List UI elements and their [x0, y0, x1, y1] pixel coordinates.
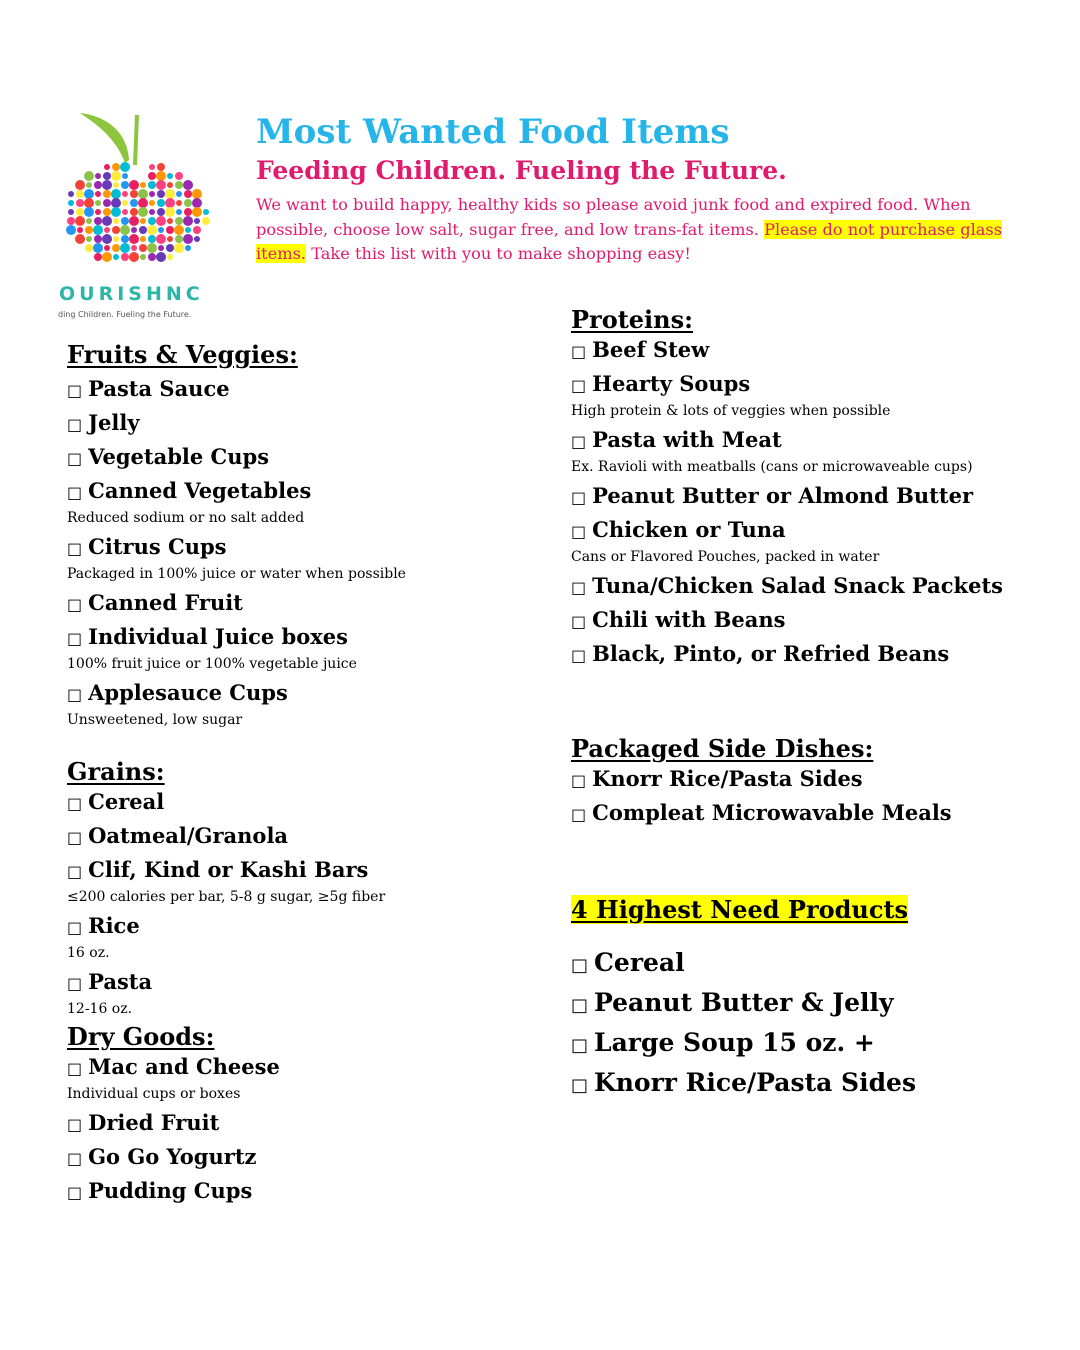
- page-subtitle: Feeding Children. Fueling the Future.: [256, 156, 787, 185]
- checklist-item[interactable]: [571, 763, 1041, 797]
- checkbox-icon[interactable]: □: [67, 539, 83, 558]
- checkbox-icon[interactable]: □: [67, 483, 83, 502]
- item-label: Cereal: [594, 948, 685, 977]
- item-note: Unsweetened, low sugar: [67, 712, 243, 728]
- item-label: Knorr Rice/Pasta Sides: [594, 1068, 917, 1097]
- page-title: Most Wanted Food Items: [256, 112, 730, 152]
- section-side-dishes: [571, 734, 1041, 831]
- intro-part1: We want to build happy, healthy kids so please avoid junk food and expired food. When possible, choose low salt, sugar free, and low trans-fat items.: [256, 195, 971, 239]
- checkbox-icon[interactable]: □: [571, 955, 589, 976]
- checklist-item[interactable]: [67, 677, 507, 711]
- item-label: Vegetable Cups: [88, 444, 270, 469]
- item-label: Large Soup 15 oz. +: [594, 1028, 875, 1057]
- section-fruits: [67, 340, 507, 731]
- checklist-item[interactable]: [67, 587, 507, 621]
- item-note: 16 oz.: [67, 945, 110, 961]
- item-label: Pasta with Meat: [592, 427, 782, 452]
- item-label: Canned Vegetables: [88, 478, 312, 503]
- item-label: Pasta: [88, 969, 153, 994]
- checkbox-icon[interactable]: □: [67, 918, 83, 937]
- checklist-item[interactable]: [67, 966, 507, 1000]
- item-list: [571, 944, 1041, 1104]
- checklist-item[interactable]: [571, 480, 1041, 514]
- item-label: Black, Pinto, or Refried Beans: [592, 641, 950, 666]
- checklist-item[interactable]: [67, 854, 507, 888]
- checkbox-icon[interactable]: □: [67, 415, 83, 434]
- checkbox-icon[interactable]: □: [67, 1183, 83, 1202]
- checkbox-icon[interactable]: □: [67, 629, 83, 648]
- checklist-item[interactable]: [67, 407, 507, 441]
- checkbox-icon[interactable]: □: [571, 771, 587, 790]
- item-list: [67, 786, 507, 1020]
- item-label: Pasta Sauce: [88, 376, 230, 401]
- checkbox-icon[interactable]: □: [571, 488, 587, 507]
- checklist-item[interactable]: [571, 570, 1041, 604]
- checklist-item[interactable]: [67, 820, 507, 854]
- checklist-item[interactable]: [67, 1051, 507, 1085]
- intro-text: [256, 193, 1021, 267]
- checkbox-icon[interactable]: □: [571, 342, 587, 361]
- item-label: Tuna/Chicken Salad Snack Packets: [592, 573, 1003, 598]
- checklist-item[interactable]: [571, 334, 1041, 368]
- section-proteins: [571, 305, 1041, 672]
- item-note: ≤200 calories per bar, 5-8 g sugar, ≥5g fiber: [67, 889, 386, 905]
- section-heading: Proteins:: [571, 305, 693, 334]
- item-label: Rice: [88, 913, 140, 938]
- checklist-item[interactable]: [67, 786, 507, 820]
- item-label: Compleat Microwavable Meals: [592, 800, 952, 825]
- item-list: [571, 763, 1041, 831]
- checklist-item[interactable]: [571, 1024, 1041, 1064]
- section-grains: [67, 757, 507, 1020]
- item-label: Jelly: [88, 410, 140, 435]
- item-label: Individual Juice boxes: [88, 624, 348, 649]
- checklist-item[interactable]: [67, 373, 507, 407]
- checkbox-icon[interactable]: □: [67, 1115, 83, 1134]
- item-label: Oatmeal/Granola: [88, 823, 289, 848]
- checklist-item[interactable]: [67, 910, 507, 944]
- checklist-item[interactable]: [67, 1107, 507, 1141]
- item-list: [571, 334, 1041, 672]
- item-note: Ex. Ravioli with meatballs (cans or microwaveable cups): [571, 459, 973, 475]
- checkbox-icon[interactable]: □: [571, 1035, 589, 1056]
- checklist-item[interactable]: [571, 984, 1041, 1024]
- checkbox-icon[interactable]: □: [571, 376, 587, 395]
- section-heading: Grains:: [67, 757, 165, 786]
- item-label: Clif, Kind or Kashi Bars: [88, 857, 369, 882]
- section-heading: Fruits & Veggies:: [67, 340, 298, 369]
- checklist-item[interactable]: [571, 1064, 1041, 1104]
- item-note: Reduced sodium or no salt added: [67, 510, 305, 526]
- checkbox-icon[interactable]: □: [571, 432, 587, 451]
- item-label: Canned Fruit: [88, 590, 243, 615]
- checkbox-icon[interactable]: □: [571, 805, 587, 824]
- checklist-item[interactable]: [67, 1175, 507, 1209]
- checkbox-icon[interactable]: □: [67, 685, 83, 704]
- checkbox-icon[interactable]: □: [571, 1075, 589, 1096]
- intro-part2: Take this list with you to make shopping easy!: [306, 244, 691, 263]
- item-note: High protein & lots of veggies when possible: [571, 403, 891, 419]
- checklist-item[interactable]: [571, 797, 1041, 831]
- item-label: Knorr Rice/Pasta Sides: [592, 766, 863, 791]
- item-note: Packaged in 100% juice or water when possible: [67, 566, 406, 582]
- item-label: Dried Fruit: [88, 1110, 220, 1135]
- checkbox-icon[interactable]: □: [67, 794, 83, 813]
- item-note: Cans or Flavored Pouches, packed in water: [571, 549, 880, 565]
- item-note: Individual cups or boxes: [67, 1086, 241, 1102]
- checkbox-icon[interactable]: □: [571, 578, 587, 597]
- item-label: Citrus Cups: [88, 534, 227, 559]
- brand-tagline: ding Children. Fueling the Future.: [58, 310, 192, 319]
- section-heading: 4 Highest Need Products: [571, 895, 909, 924]
- item-label: Beef Stew: [592, 337, 710, 362]
- left-column: [67, 340, 507, 1209]
- checkbox-icon[interactable]: □: [571, 646, 587, 665]
- item-list: [67, 373, 507, 731]
- item-label: Cereal: [88, 789, 165, 814]
- section-dry-goods: [67, 1022, 507, 1209]
- checklist-item[interactable]: [67, 475, 507, 509]
- checkbox-icon[interactable]: □: [67, 1059, 83, 1078]
- checklist-item[interactable]: [67, 621, 507, 655]
- checklist-item[interactable]: [67, 1141, 507, 1175]
- highest-need-heading-wrap: [571, 895, 1041, 924]
- item-note: 100% fruit juice or 100% vegetable juice: [67, 656, 357, 672]
- checklist-item[interactable]: [67, 441, 507, 475]
- item-label: Go Go Yogurtz: [88, 1144, 257, 1169]
- checkbox-icon[interactable]: □: [67, 862, 83, 881]
- item-label: Peanut Butter or Almond Butter: [592, 483, 974, 508]
- item-label: Chili with Beans: [592, 607, 786, 632]
- checkbox-icon[interactable]: □: [571, 995, 589, 1016]
- item-label: Hearty Soups: [592, 371, 751, 396]
- checkbox-icon[interactable]: □: [571, 522, 587, 541]
- checklist-item[interactable]: [571, 514, 1041, 548]
- checkbox-icon[interactable]: □: [67, 1149, 83, 1168]
- checkbox-icon[interactable]: □: [571, 612, 587, 631]
- item-list: [67, 1051, 507, 1209]
- checkbox-icon[interactable]: □: [67, 595, 83, 614]
- section-highest-need: [571, 895, 1041, 1104]
- item-note: 12-16 oz.: [67, 1001, 133, 1017]
- item-label: Applesauce Cups: [88, 680, 288, 705]
- item-label: Mac and Cheese: [88, 1054, 280, 1079]
- item-label: Chicken or Tuna: [592, 517, 786, 542]
- checklist-item[interactable]: [571, 638, 1041, 672]
- checkbox-icon[interactable]: □: [67, 381, 83, 400]
- checkbox-icon[interactable]: □: [67, 974, 83, 993]
- right-column: [571, 305, 1041, 1104]
- section-heading: Packaged Side Dishes:: [571, 734, 874, 763]
- checkbox-icon[interactable]: □: [67, 449, 83, 468]
- checklist-item[interactable]: [571, 368, 1041, 402]
- checklist-item[interactable]: [67, 531, 507, 565]
- apple-logo-icon: [55, 105, 235, 280]
- item-label: Pudding Cups: [88, 1178, 253, 1203]
- glass-warning: Please do not purchase glass items.: [256, 219, 1003, 263]
- item-label: Peanut Butter & Jelly: [594, 988, 894, 1017]
- checklist-item[interactable]: [571, 424, 1041, 458]
- checkbox-icon[interactable]: □: [67, 828, 83, 847]
- section-heading: Dry Goods:: [67, 1022, 215, 1051]
- logo: [55, 105, 235, 330]
- checklist-item[interactable]: [571, 944, 1041, 984]
- brand-name: OURISHNC: [59, 283, 204, 305]
- checklist-item[interactable]: [571, 604, 1041, 638]
